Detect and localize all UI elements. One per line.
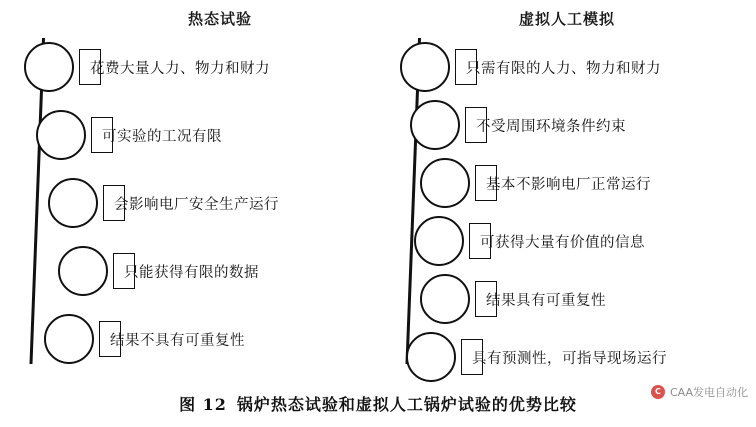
column-title-hot-test: 热态试验 xyxy=(188,10,253,28)
list-item-label: 不受周围环境条件约束 xyxy=(465,107,487,143)
list-item-label: 结果不具有可重复性 xyxy=(99,321,121,357)
list-item-label: 可实验的工况有限 xyxy=(91,117,113,153)
bullet-circle-icon xyxy=(58,246,108,296)
bullet-circle-icon xyxy=(36,110,86,160)
list-item-label: 只需有限的人力、物力和财力 xyxy=(455,49,477,85)
list-item-label: 花费大量人力、物力和财力 xyxy=(79,49,101,85)
bullet-circle-icon xyxy=(48,178,98,228)
column-virtual-simulation xyxy=(400,38,740,378)
list-item-label: 基本不影响电厂正常运行 xyxy=(475,165,497,201)
bullet-circle-icon xyxy=(420,158,470,208)
figure-caption xyxy=(0,392,756,415)
watermark-label: CAA发电自动化 xyxy=(669,386,748,399)
bullet-circle-icon xyxy=(420,274,470,324)
list-item-label: 会影响电厂安全生产运行 xyxy=(103,185,125,221)
list-item-label: 只能获得有限的数据 xyxy=(113,253,135,289)
bullet-circle-icon xyxy=(406,332,456,382)
bullet-circle-icon xyxy=(414,216,464,266)
bullet-circle-icon xyxy=(44,314,94,364)
column-hot-test xyxy=(24,38,364,378)
column-title-virtual-simulation: 虚拟人工模拟 xyxy=(519,10,616,28)
list-item-label: 结果具有可重复性 xyxy=(475,281,497,317)
figure-number: 图 12 xyxy=(179,395,227,414)
watermark-logo-icon: C xyxy=(651,385,665,399)
list-item-label: 可获得大量有价值的信息 xyxy=(469,223,491,259)
bullet-circle-icon xyxy=(400,42,450,92)
bullet-circle-icon xyxy=(410,100,460,150)
list-item-label: 具有预测性，可指导现场运行 xyxy=(461,339,483,375)
watermark xyxy=(651,384,748,400)
figure-caption-text: 锅炉热态试验和虚拟人工锅炉试验的优势比较 xyxy=(236,395,577,414)
bullet-circle-icon xyxy=(24,42,74,92)
